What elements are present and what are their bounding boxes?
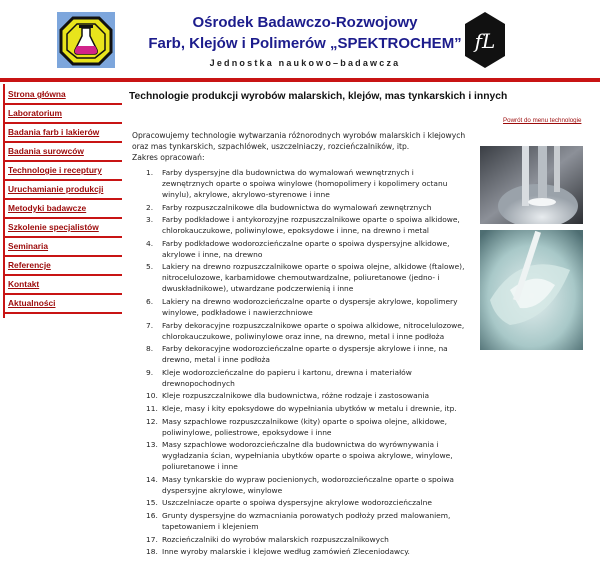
fl-emblem-logo [463, 10, 507, 70]
org-title-line-2: Farb, Klejów i Polimerów „SPEKTROCHEM” [148, 35, 462, 52]
list-item: 18. Inne wyroby malarskie i klejowe według zamówień Zleceniodawcy. [146, 547, 410, 557]
list-item: 5. Lakiery na drewno rozpuszczalnikowe oparte o spoiwa olejne, alkidowe (ftalowe), nitrocelulozowe, karbamidowe chemoutwardzalne, poliuretanowe (jedno- i dwuskładnikowe), utwardzane podczerwienią i inne [146, 262, 465, 294]
sidebar-item-production[interactable] [4, 181, 122, 200]
nav-link[interactable]: Kontakt [8, 279, 40, 289]
org-subtitle: Jednostka naukowo–badawcza [209, 58, 401, 68]
list-item: 11. Kleje, masy i kity epoksydowe do wypełniania ubytków w metalu i drewnie, itp. [146, 403, 457, 413]
spektrochem-logo[interactable] [57, 12, 115, 68]
list-item: 15. Uszczelniacze oparte o spoiwa dyspersyjne akrylowe wodorozcieńczalne [146, 498, 432, 508]
nav-link[interactable]: Metodyki badawcze [8, 203, 87, 213]
nav-link[interactable]: Referencje [8, 260, 51, 270]
header-divider [0, 78, 600, 82]
page-title: Technologie produkcji wyrobów malarskich, klejów, mas tynkarskich i innych [129, 91, 508, 102]
sidebar-item-technologies[interactable] [4, 162, 122, 181]
sidebar-item-news[interactable] [4, 295, 122, 314]
paint-swirl-photo [480, 230, 583, 350]
sidebar-item-references[interactable] [4, 257, 122, 276]
sidebar-item-laboratory[interactable] [4, 105, 122, 124]
nav-link[interactable]: Strona główna [8, 89, 66, 99]
nav-link[interactable]: Badania surowców [8, 146, 84, 156]
nav-link[interactable]: Seminaria [8, 241, 49, 251]
back-to-technologies-link[interactable]: Powrót do menu technologie [503, 117, 582, 124]
scope-list [146, 167, 466, 559]
scope-label: Zakres opracowań: [132, 153, 205, 162]
sidebar-item-home[interactable] [4, 86, 122, 105]
list-item: 2. Farby rozpuszczalnikowe dla budownictwa do wymalowań zewnętrznych [146, 202, 432, 212]
sidebar-item-methods[interactable] [4, 200, 122, 219]
list-item: 1. Farby dyspersyjne dla budownictwa do wymalowań wewnętrznych i zewnętrznych oparte o spoiwa winylowe (homopolimery i kopolimery octanu winylu), akrylowe, akrylowo-styrenowe i inne [146, 168, 448, 199]
list-item: 9. Kleje wodorozcieńczalne do papieru i kartonu, drewna i materiałów drewnopochodnych [146, 367, 412, 388]
list-item: 7. Farby dekoracyjne rozpuszczalnikowe oparte o spoiwa alkidowe, nitrocelulozowe, chlorokauczukowe, poliwinylowe oraz inne, na drewno, metal i inne podłoża [146, 320, 465, 341]
list-item: 4. Farby podkładowe wodorozcieńczalne oparte o spoiwa dyspersyjne alkidowe, akrylowe i inne, na drewno [146, 238, 450, 259]
nav-link[interactable]: Uruchamianie produkcji [8, 184, 104, 194]
paint-mixing-image [480, 230, 583, 350]
sidebar-nav [0, 84, 123, 567]
list-item: 8. Farby dekoracyjne wodorozcieńczalne oparte o dyspersje akrylowe i inne, na drewno, metal i inne podłoża [146, 344, 448, 365]
nav-link[interactable]: Aktualności [8, 298, 56, 308]
org-title-line-1: Ośrodek Badawczo-Rozwojowy [192, 14, 418, 31]
nav-link[interactable]: Technologie i receptury [8, 165, 102, 175]
intro-paragraph: Opracowujemy technologie wytwarzania różnorodnych wyrobów malarskich i klejowych oraz mas tynkarskich, szpachlówek, uszczelniaczy, rozcieńczalników, itp. [132, 131, 466, 151]
mixer-photo [480, 146, 583, 224]
sidebar-item-raw-materials[interactable] [4, 143, 122, 162]
list-item: 10. Kleje rozpuszczalnikowe dla budownictwa, różne rodzaje i zastosowania [146, 391, 430, 401]
sidebar-item-paint-testing[interactable] [4, 124, 122, 143]
sidebar-item-training[interactable] [4, 219, 122, 238]
sidebar-item-contact[interactable] [4, 276, 122, 295]
sidebar-item-seminars[interactable] [4, 238, 122, 257]
nav-link[interactable]: Szkolenie specjalistów [8, 222, 99, 232]
nav-link[interactable]: Laboratorium [8, 108, 62, 118]
page-header [0, 0, 600, 78]
emblem-letters: fL [474, 29, 496, 53]
list-item: 12. Masy szpachlowe rozpuszczalnikowe (kity) oparte o spoiwa olejne, alkidowe, poliwinylowe, poliestrowe, epoksydowe i inne [146, 416, 447, 437]
flask-logo-icon [57, 12, 115, 68]
list-item: 17. Rozcieńczalniki do wyrobów malarskich rozpuszczalnikowych [146, 534, 389, 544]
industrial-mixer-image [480, 146, 583, 224]
list-item: 14. Masy tynkarskie do wypraw pocienionych, wodorozcieńczalne oparte o spoiwa dyspersyjne akrylowe, winylowe [146, 474, 454, 495]
list-item: 16. Grunty dyspersyjne do wzmacniania porowatych podłoży przed malowaniem, tapetowaniem i klejeniem [146, 510, 451, 531]
list-item: 6. Lakiery na drewno wodorozcieńczalne oparte o dyspersje akrylowe, kopolimery winylowe, podkładowe i nawierzchniowe [146, 296, 458, 317]
list-item: 3. Farby podkładowe i antykorozyjne rozpuszczalnikowe oparte o spoiwa alkidowe, chlorokauczukowe, poliwinylowe, epoksydowe i inne, na drewno i metal [146, 215, 460, 236]
nav-link[interactable]: Badania farb i lakierów [8, 127, 100, 137]
hexagon-emblem-icon [463, 10, 507, 70]
list-item: 13. Masy szpachlowe wodorozcieńczalne dla budownictwa do wyrównywania i wygładzania ścian, wypełniania ubytków oparte o spoiwa akrylowe, winylowe, poliuretanowe i inne [146, 440, 453, 472]
